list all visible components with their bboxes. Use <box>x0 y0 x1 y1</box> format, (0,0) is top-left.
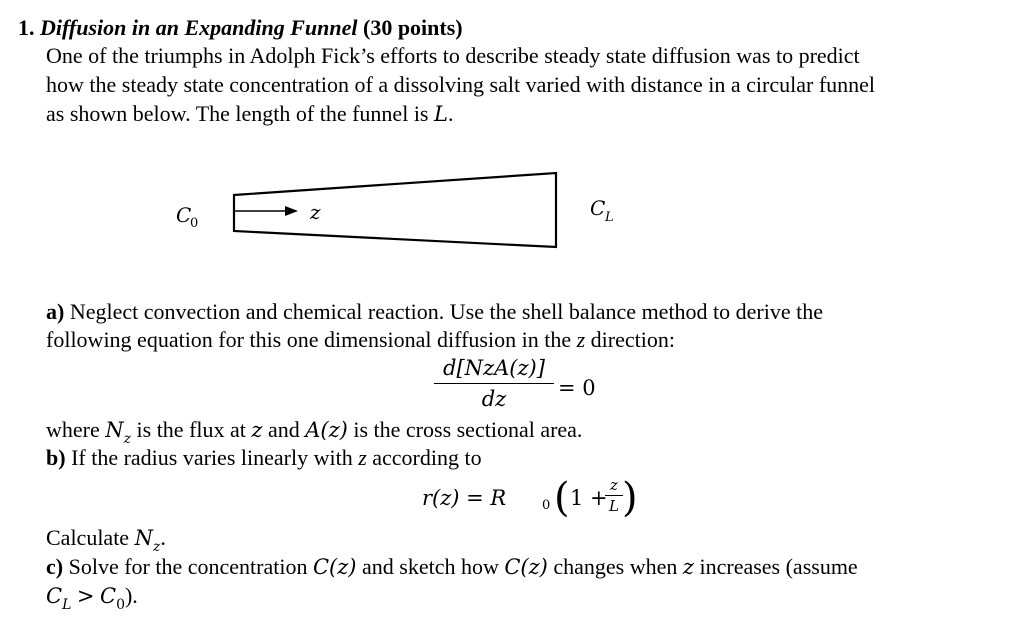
part-c-text-1: Solve for the concentration <box>68 554 308 579</box>
where-z: z <box>251 418 263 442</box>
funnel-shape <box>234 173 556 247</box>
part-c-text-4: increases (assume <box>699 554 858 579</box>
radius-frac-den: L <box>609 497 619 515</box>
equation-numerator: d[NzA(z)] <box>443 356 545 380</box>
radius-eq-paren-close: ) <box>622 475 638 521</box>
part-b-z: z <box>358 445 367 470</box>
part-a-text-2: following equation for this one dimensional diffusion in the <box>46 327 572 352</box>
equation-denominator: dz <box>481 387 507 411</box>
right-label-text: C <box>590 196 606 220</box>
part-a-line-2 <box>46 326 675 354</box>
problem-number: 1. <box>18 15 35 40</box>
part-b-text-1: If the radius varies linearly with <box>71 445 353 470</box>
intro-period: . <box>447 101 454 126</box>
part-c-gt: > <box>76 584 95 608</box>
part-a-label: a) <box>46 299 65 324</box>
part-b-label: b) <box>46 445 66 470</box>
radius-eq-fraction <box>605 476 623 515</box>
equation-fraction-bar <box>434 383 554 384</box>
part-c-cz: C(z) <box>312 555 357 579</box>
where-text-1: where <box>46 417 100 442</box>
part-a-text-1: Neglect convection and chemical reaction. Use the shell balance method to derive the <box>69 299 824 324</box>
part-c-line-1 <box>46 553 858 581</box>
axis-label-z: z <box>310 200 321 224</box>
equation-rhs: = 0 <box>558 376 596 400</box>
radius-equation <box>422 474 642 524</box>
funnel-figure <box>150 165 630 265</box>
problem-title: Diffusion in an Expanding Funnel <box>40 15 358 40</box>
right-label-sub: L <box>605 210 614 225</box>
part-a-line-1 <box>46 298 823 326</box>
left-concentration-label <box>176 203 198 231</box>
where-area: A(z) <box>305 418 348 442</box>
left-label-text: C <box>176 203 192 227</box>
radius-frac-num: z <box>610 476 618 494</box>
left-label-sub: 0 <box>190 216 199 231</box>
part-c-text-3: changes when <box>553 554 678 579</box>
equation-fraction <box>434 356 554 411</box>
calc-period: . <box>160 525 166 550</box>
part-c-line-2 <box>46 582 138 613</box>
part-a-where-line <box>46 416 582 447</box>
z-axis-arrow <box>234 206 298 216</box>
calc-n: N <box>134 526 153 550</box>
where-n: N <box>105 418 124 442</box>
part-b-calc-line <box>46 524 166 555</box>
calc-text: Calculate <box>46 525 130 550</box>
part-c-cl: C <box>46 584 63 608</box>
calc-n-sub: z <box>152 539 161 555</box>
part-c-c0-sub: 0 <box>116 597 125 613</box>
radius-eq-inner: 1 + <box>570 486 608 510</box>
part-a-text-3: direction: <box>590 327 675 352</box>
intro-line-1: One of the triumphs in Adolph Fick’s efforts to describe steady state diffusion was to predict <box>46 43 860 68</box>
radius-eq-sub: 0 <box>542 498 551 513</box>
where-text-3: and <box>267 417 300 442</box>
part-b-text-2: according to <box>372 445 482 470</box>
right-concentration-label <box>590 196 614 225</box>
where-text-4: is the cross sectional area. <box>353 417 583 442</box>
radius-eq-lhs: r(z) = R <box>422 486 507 510</box>
part-b-line <box>46 444 482 472</box>
radius-frac-bar <box>605 495 623 496</box>
intro-line-3 <box>46 100 453 128</box>
intro-line-3-text: as shown below. The length of the funnel is <box>46 101 429 126</box>
intro-line-2: how the steady state concentration of a dissolving salt varied with distance in a circular funnel <box>46 72 876 97</box>
part-c-cl-sub: L <box>62 597 72 613</box>
where-n-sub: z <box>123 431 132 447</box>
part-a-z: z <box>576 327 586 352</box>
problem-points: (30 points) <box>363 15 463 40</box>
part-c-z: z <box>682 555 694 579</box>
part-c-c0: C <box>99 584 117 608</box>
problem-title-line <box>18 14 463 42</box>
part-c-label: c) <box>46 554 64 579</box>
part-c-end: ). <box>124 583 138 608</box>
where-text-2: is the flux at <box>136 417 246 442</box>
part-c-cz-2: C(z) <box>504 555 548 579</box>
intro-length-var: L <box>434 102 448 126</box>
part-c-text-2: and sketch how <box>362 554 499 579</box>
radius-eq-paren-open: ( <box>554 475 570 521</box>
